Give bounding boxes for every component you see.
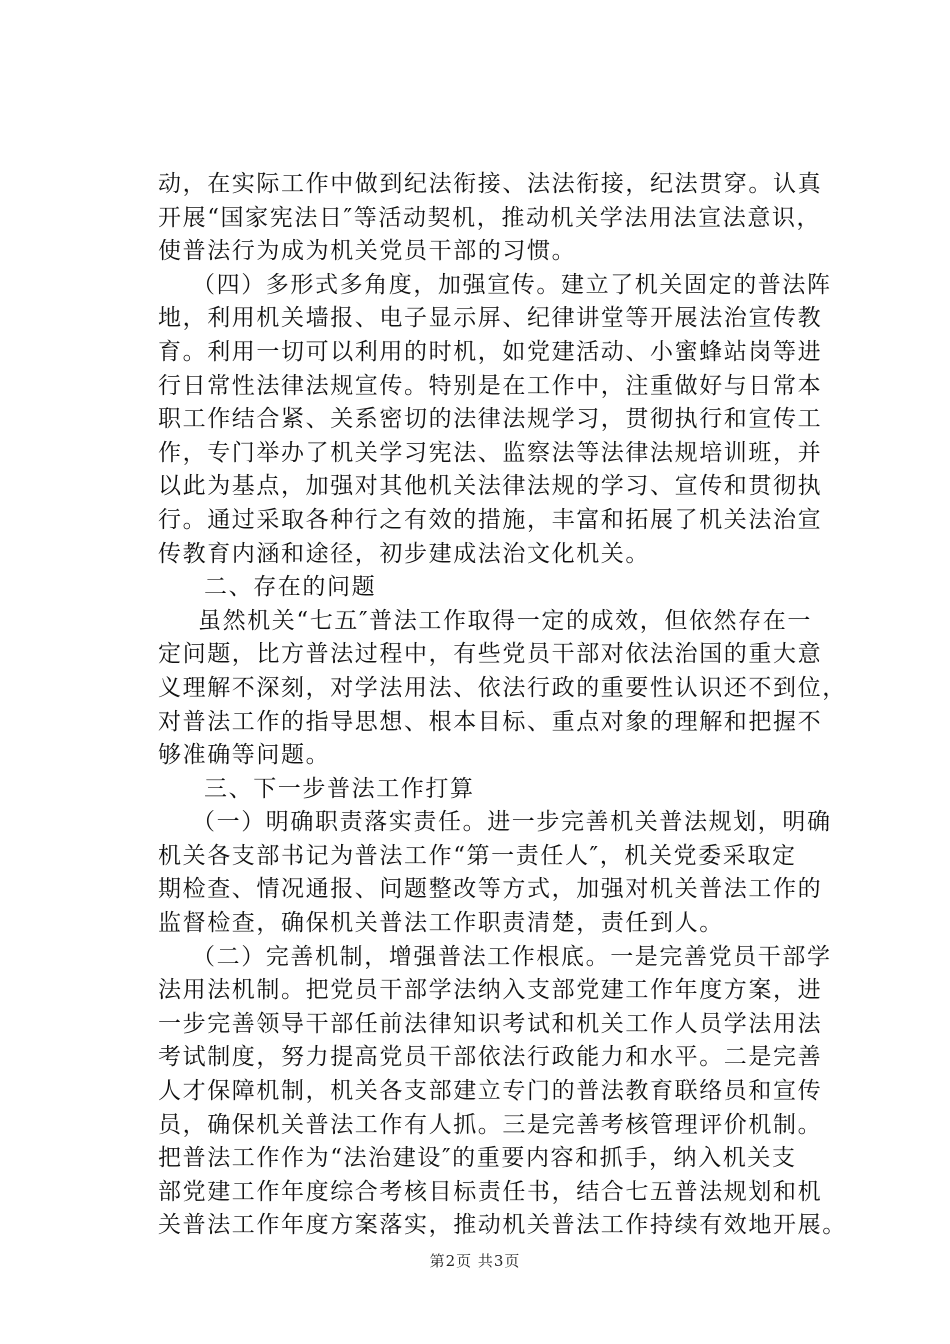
page-number-footer: 第2页 共3页 <box>429 1252 521 1270</box>
body-line: 部党建工作年度综合考核目标责任书，结合七五普法规划和机 <box>158 1178 823 1205</box>
body-line: 传教育内涵和途径，初步建成法治文化机关。 <box>158 540 650 567</box>
section-heading: 三、下一步普法工作打算 <box>204 775 475 802</box>
body-line: 够准确等问题。 <box>158 742 331 769</box>
body-line: 行日常性法律法规宣传。特别是在工作中，注重做好与日常本 <box>158 372 823 399</box>
body-line: 育。利用一切可以利用的时机，如党建活动、小蜜蜂站岗等进 <box>158 338 823 365</box>
paragraph-start-line: （四）多形式多角度，加强宣传。建立了机关固定的普法阵 <box>192 271 832 298</box>
body-line: 人才保障机制，机关各支部建立专门的普法教育联络员和宣传 <box>158 1078 823 1105</box>
body-line: 动，在实际工作中做到纪法衔接、法法衔接，纪法贯穿。认真 <box>158 171 823 197</box>
paragraph-start-line: 虽然机关“七五″普法工作取得一定的成效，但依然存在一 <box>198 607 812 634</box>
body-line: 职工作结合紧、关系密切的法律法规学习，贯彻执行和宣传工 <box>158 406 823 433</box>
body-line: 一步完善领导干部任前法律知识考试和机关工作人员学法用法 <box>158 1010 823 1037</box>
body-line: 考试制度，努力提高党员干部依法行政能力和水平。二是完善 <box>158 1044 823 1071</box>
body-line: 使普法行为成为机关党员干部的习惯。 <box>158 238 577 265</box>
body-line: 行。通过采取各种行之有效的措施，丰富和拓展了机关法治宣 <box>158 506 823 533</box>
body-line: 监督检查，确保机关普法工作职责清楚，责任到人。 <box>158 910 724 937</box>
body-line: 把普法工作作为“法治建设″的重要内容和抓手，纳入机关支 <box>158 1145 797 1172</box>
body-line: 法用法机制。把党员干部学法纳入支部党建工作年度方案，进 <box>158 977 823 1004</box>
body-line: 义理解不深刻，对学法用法、依法行政的重要性认识还不到位， <box>158 674 847 701</box>
paragraph-start-line: （二）完善机制，增强普法工作根底。一是完善党员干部学 <box>192 943 832 970</box>
body-line: 对普法工作的指导思想、根本目标、重点对象的理解和把握不 <box>158 708 823 735</box>
body-line: 定问题，比方普法过程中，有些党员干部对依法治国的重大意 <box>158 641 823 668</box>
body-line: 关普法工作年度方案落实，推动机关普法工作持续有效地开展。 <box>158 1212 847 1239</box>
body-line: 开展“国家宪法日″等活动契机，推动机关学法用法宣法意识， <box>158 204 822 231</box>
body-line: 员，确保机关普法工作有人抓。三是完善考核管理评价机制。 <box>158 1111 823 1138</box>
body-line: 地，利用机关墙报、电子显示屏、纪律讲堂等开展法治宣传教 <box>158 305 823 332</box>
paragraph-start-line: （一）明确职责落实责任。进一步完善机关普法规划，明确 <box>192 809 832 836</box>
body-line: 以此为基点，加强对其他机关法律法规的学习、宣传和贯彻执 <box>158 473 823 500</box>
section-heading: 二、存在的问题 <box>204 574 377 601</box>
document-body <box>158 168 847 1243</box>
body-line: 机关各支部书记为普法工作“第一责任人″，机关党委采取定 <box>158 842 797 869</box>
body-line: 作，专门举办了机关学习宪法、监察法等法律法规培训班，并 <box>158 439 823 466</box>
body-line: 期检查、情况通报、问题整改等方式，加强对机关普法工作的 <box>158 876 823 903</box>
